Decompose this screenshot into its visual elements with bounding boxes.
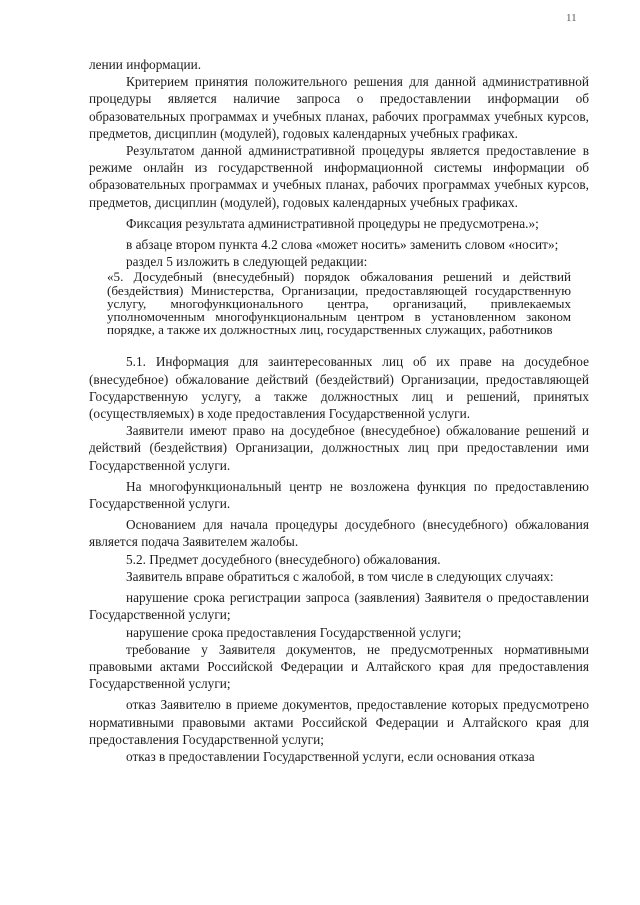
paragraph: раздел 5 изложить в следующей редакции:: [126, 254, 368, 270]
document-page: [89, 56, 589, 765]
paragraph: 5.2. Предмет досудебного (внесудебного) обжалования.: [126, 551, 441, 567]
list-item: нарушение срока предоставления Государственной услуги;: [126, 624, 462, 640]
paragraph: Результатом данной административной процедуры является предоставление в режиме онлайн из государственной информационной системы информации об образовательных программах и учебных планах, рабочих программах учебных курсов, предметов, дисциплин (модулей), годовых календарных учебных графиках.: [89, 143, 589, 210]
section-heading: «5. Досудебный (внесудебный) порядок обжалования решений и действий (бездействия) Министерства, Организации, предоставляющей государственную услугу, многофункционального центра, организаций, привлекаемых уполномоченным многофункциональным центром в установленном законом порядке, а также их должностных лиц, государственных служащих, работников: [107, 269, 571, 338]
paragraph: На многофункциональный центр не возложена функция по предоставлению Государственной услуги.: [89, 478, 589, 512]
paragraph: Критерием принятия положительного решения для данной административной процедуры является наличие запроса о предоставлении информации об образовательных программах и учебных планах, рабочих программах учебных курсов, предметов, дисциплин (модулей), годовых календарных учебных графиках.: [89, 74, 589, 141]
list-item: отказ Заявителю в приеме документов, предоставление которых предусмотрено нормативными правовыми актами Российской Федерации и Алтайского края для предоставления Государственной услуги;: [89, 697, 589, 747]
list-item: отказ в предоставлении Государственной услуги, если основания отказа: [126, 748, 535, 764]
paragraph: Заявитель вправе обратиться с жалобой, в том числе в следующих случаях:: [126, 568, 554, 584]
paragraph: Фиксация результата административной процедуры не предусмотрена.»;: [126, 215, 539, 231]
list-item: требование у Заявителя документов, не предусмотренных нормативными правовыми актами Российской Федерации и Алтайского края для предоставления Государственной услуги;: [89, 641, 589, 692]
paragraph: в абзаце втором пункта 4.2 слова «может носить» заменить словом «носит»;: [126, 237, 559, 253]
paragraph: Основанием для начала процедуры досудебного (внесудебного) обжалования является подача Заявителем жалобы.: [89, 517, 589, 550]
list-item: нарушение срока регистрации запроса (заявления) Заявителя о предоставлении Государственной услуги;: [89, 590, 589, 623]
page-number: 11: [566, 12, 577, 24]
paragraph: 5.1. Информация для заинтересованных лиц об их праве на досудебное (внесудебное) обжалование действий (бездействий) Организации, предоставляющей Государственную услугу, а также должностных лиц и решений, принятых (осуществляемых) в ходе предоставления Государственной услуги.: [89, 354, 589, 422]
paragraph: лении информации.: [89, 57, 202, 72]
paragraph: Заявители имеют право на досудебное (внесудебное) обжалование решений и действий (бездействия) Организации, должностных лиц при предоставлении ими Государственной услуги.: [89, 423, 589, 473]
